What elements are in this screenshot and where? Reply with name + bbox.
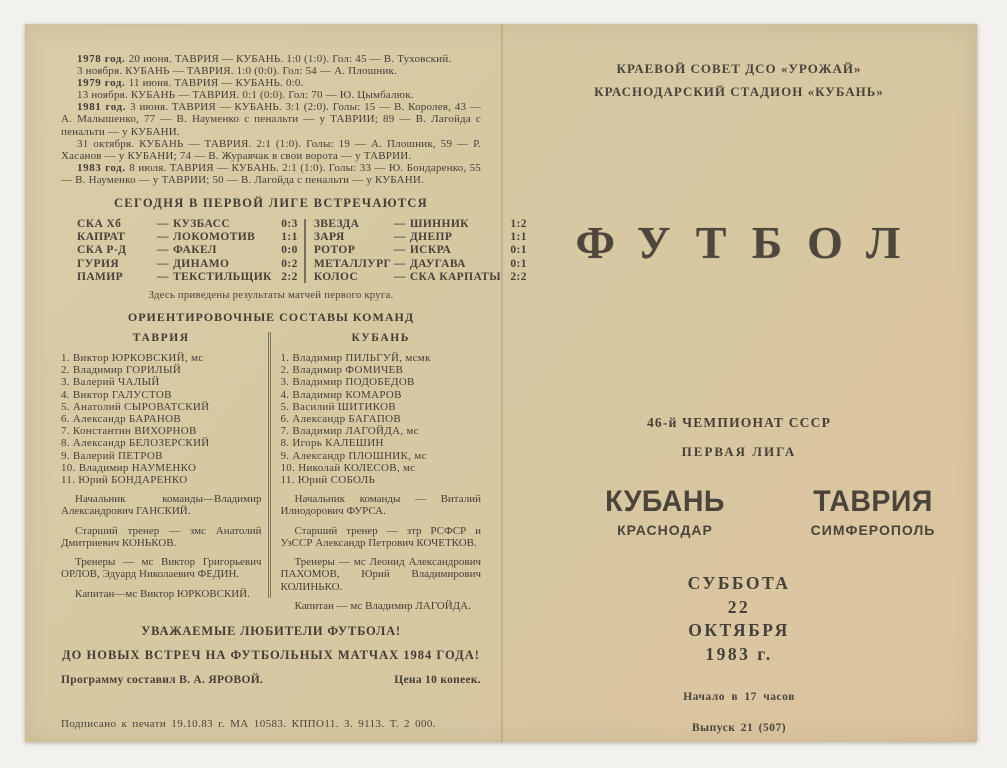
away-team: ЛОКОМОТИВ	[173, 231, 256, 244]
match-row	[77, 218, 298, 231]
home-team: РОТОР	[313, 244, 356, 257]
kuban-column	[281, 330, 482, 612]
away-team: ДНЕПР	[409, 231, 453, 244]
away-team: ШИННИК	[409, 218, 469, 231]
today-matches-left-column	[77, 218, 298, 284]
player-row: 5. Анатолий СЫРОВАТСКИЙ	[61, 400, 210, 413]
player-row: 8. Игорь КАЛЕШИН	[280, 437, 384, 450]
away-team-block	[769, 485, 977, 538]
away-team: ТЕКСТИЛЬЩИК	[173, 270, 272, 283]
player-row: 9. Александр ПЛОШНИК, мс	[280, 449, 427, 462]
history-text: 3 ноября. КУБАНЬ — ТАВРИЯ. 1:0 (0:0). Гол: 54 — А. Плошник.	[77, 65, 398, 78]
player-row: 4. Владимир КОМАРОВ	[280, 388, 402, 401]
vs-dash: —	[393, 244, 406, 257]
history-paragraph	[61, 53, 481, 65]
match-row	[77, 231, 298, 244]
match-score: 2:2	[281, 270, 298, 283]
kuban-staff	[281, 486, 482, 612]
organization-line2: КРАСНОДАРСКИЙ СТАДИОН «КУБАНЬ»	[594, 84, 884, 99]
vs-dash: —	[393, 257, 406, 270]
tavria-column-title: ТАВРИЯ	[132, 332, 190, 345]
vs-dash: —	[393, 218, 406, 231]
history-text: 8 июля. ТАВРИЯ — КУБАНЬ. 2:1 (1:0). Голы: 33 — Ю. Бондаренко, 55 — В. Науменко — у ТАВРИИ; 50 — В. Лагойда с пенальти — у КУБАНИ.	[61, 161, 481, 186]
match-score: 0:2	[281, 257, 298, 270]
home-team: ПАМИР	[77, 270, 124, 283]
history-paragraph	[61, 101, 481, 137]
first-round-note: Здесь приведены результаты матчей первого круга.	[148, 289, 394, 302]
match-row	[314, 244, 527, 257]
program-scan	[25, 24, 977, 742]
today-matches-header: СЕГОДНЯ В ПЕРВОЙ ЛИГЕ ВСТРЕЧАЮТСЯ	[113, 196, 429, 211]
vs-dash: —	[393, 270, 406, 283]
teams-row	[501, 485, 977, 538]
match-score: 1:1	[281, 231, 298, 244]
column-divider	[268, 332, 271, 598]
history-paragraph	[61, 89, 481, 101]
player-row: 9. Валерий ПЕТРОВ	[61, 449, 163, 462]
vs-dash: —	[157, 244, 169, 257]
match-row	[77, 271, 298, 284]
away-team-city: СИМФЕРОПОЛЬ	[810, 522, 936, 538]
column-divider	[304, 219, 306, 283]
staff-paragraph: Капитан—мс Виктор ЮРКОВСКИЙ.	[75, 587, 250, 600]
cover-page	[501, 24, 977, 742]
history-year: 1979 год.	[77, 77, 129, 90]
away-team: ДАУГАВА	[409, 257, 466, 270]
date-day: 22	[727, 596, 751, 617]
championship-line: 46-й ЧЕМПИОНАТ СССР	[646, 415, 832, 430]
match-row	[77, 244, 298, 257]
today-matches-table	[61, 218, 527, 284]
away-team: КУЗБАСС	[173, 218, 231, 231]
home-team-name: КУБАНЬ	[605, 485, 725, 518]
staff-paragraph: Начальник команды—Владимир Александрович ГАНСКИЙ.	[61, 493, 262, 518]
credits-row	[61, 674, 481, 686]
home-team: СКА Р-Д	[77, 244, 127, 257]
match-row	[314, 218, 527, 231]
cover-title: ФУТБОЛ	[575, 217, 926, 268]
history-text: 20 июня. ТАВРИЯ — КУБАНЬ. 1:0 (1:0). Гол: 45 — В. Туховский.	[128, 53, 452, 65]
player-row: 5. Василий ШИТИКОВ	[280, 400, 396, 413]
player-row: 6. Александр БАГАПОВ	[280, 413, 401, 426]
today-matches-right-column	[314, 218, 527, 284]
price: Цена 10 копеек.	[394, 673, 481, 686]
match-row	[77, 258, 298, 271]
organization-line1: КРАЕВОЙ СОВЕТ ДСО «УРОЖАЙ»	[616, 61, 862, 76]
match-score: 1:2	[510, 218, 527, 231]
player-row: 4. Виктор ГАЛУСТОВ	[61, 388, 172, 401]
player-row: 8. Александр БЕЛОЗЕРСКИЙ	[61, 437, 210, 450]
history-section	[61, 53, 481, 186]
tavria-staff	[61, 486, 262, 599]
match-row	[314, 231, 527, 244]
player-row: 7. Константин ВИХОРНОВ	[61, 425, 197, 438]
staff-paragraph: Тренеры — мс Леонид Александрович ПАХОМОВ, Юрий Владимирович КОЛИНЬКО.	[280, 556, 481, 593]
player-row: 1. Виктор ЮРКОВСКИЙ, мс	[61, 352, 204, 365]
player-row: 1. Владимир ПИЛЬГУЙ, мсмк	[280, 352, 431, 365]
match-row	[314, 271, 527, 284]
player-row: 7. Владимир ЛАГОЙДА, мс	[280, 425, 419, 438]
home-team: КОЛОС	[313, 270, 359, 283]
staff-paragraph: Тренеры — мс Виктор Григорьевич ОРЛОВ, Эдуард Николаевич ФЕДИН.	[61, 556, 262, 581]
tavria-column	[61, 330, 262, 612]
history-paragraph	[61, 162, 481, 186]
history-text: 3 июня. ТАВРИЯ — КУБАНЬ. 3:1 (2:0). Голы: 15 — В. Королев, 43 — А. Малышенко, 77 — В. Науменко с пенальти — у ТАВРИИ; 89 — В. Лагойда с пенальти — у КУБАНИ.	[61, 101, 482, 138]
compiled-by: Программу составил В. А. ЯРОВОЙ.	[61, 673, 264, 686]
match-row	[314, 258, 527, 271]
fans-appeal-line1: УВАЖАЕМЫЕ ЛЮБИТЕЛИ ФУТБОЛА!	[141, 623, 401, 638]
player-row: 10. Владимир НАУМЕНКО	[61, 461, 197, 474]
vs-dash: —	[157, 218, 169, 231]
home-team: СКА Хб	[77, 218, 122, 231]
player-row: 11. Юрий БОНДАРЕНКО	[61, 474, 188, 487]
match-score: 0:3	[281, 218, 298, 231]
away-team: ФАКЕЛ	[173, 244, 217, 257]
history-year: 1983 год.	[77, 161, 130, 174]
fans-appeal-line2: ДО НОВЫХ ВСТРЕЧ НА ФУТБОЛЬНЫХ МАТЧАХ 1984 ГОДА!	[62, 647, 480, 662]
home-team: МЕТАЛЛУРГ	[313, 257, 392, 270]
away-team: СКА КАРПАТЫ	[409, 270, 501, 283]
vs-dash: —	[157, 257, 169, 270]
player-row: 3. Валерий ЧАЛЫЙ	[61, 376, 160, 389]
match-score: 0:1	[510, 244, 527, 257]
player-row: 2. Владимир ФОМИЧЕВ	[280, 364, 404, 377]
away-team: ДИНАМО	[173, 257, 230, 270]
home-team-block	[561, 485, 769, 538]
home-team-city: КРАСНОДАР	[617, 522, 713, 538]
player-row: 2. Владимир ГОРИЛЫЙ	[61, 364, 182, 377]
lineups-header: ОРИЕНТИРОВОЧНЫЕ СОСТАВЫ КОМАНД	[127, 310, 415, 325]
away-team-name: ТАВРИЯ	[813, 485, 933, 518]
match-score: 1:1	[510, 231, 527, 244]
date-weekday: СУББОТА	[687, 573, 791, 593]
vs-dash: —	[157, 231, 169, 244]
date-year: 1983 г.	[705, 643, 773, 664]
home-team: КАПРАТ	[77, 231, 126, 244]
date-month: ОКТЯБРЯ	[688, 620, 790, 640]
staff-paragraph: Старший тренер — змс Анатолий Дмитриевич КОНЬКОВ.	[61, 524, 262, 549]
kuban-column-title: КУБАНЬ	[351, 332, 410, 345]
player-row: 3. Владимир ПОДОБЕДОВ	[280, 376, 415, 389]
history-paragraph	[61, 77, 481, 89]
left-page	[25, 24, 527, 742]
vs-dash: —	[393, 231, 406, 244]
history-paragraph	[61, 138, 481, 162]
player-row: 11. Юрий СОБОЛЬ	[280, 474, 376, 487]
staff-paragraph: Капитан — мс Владимир ЛАГОЙДА.	[294, 599, 471, 612]
kuban-players	[281, 352, 482, 486]
history-paragraph	[61, 65, 481, 77]
staff-paragraph: Начальник команды — Виталий Илиодорович ФУРСА.	[280, 493, 481, 518]
history-text: 13 ноября. КУБАНЬ — ТАВРИЯ. 0:1 (0:0). Гол: 70 — Ю. Цымбалюк.	[77, 89, 414, 102]
away-team: ИСКРА	[409, 244, 452, 257]
player-row: 10. Николай КОЛЕСОВ, мс	[280, 461, 416, 474]
history-year: 1981 год.	[77, 101, 131, 114]
history-text: 11 июня. ТАВРИЯ — КУБАНЬ. 0:0.	[128, 77, 304, 90]
issue-number: Выпуск 21 (507)	[691, 722, 787, 734]
player-row: 6. Александр БАРАНОВ	[61, 413, 182, 426]
lineups-section	[61, 330, 481, 612]
home-team: ЗВЕЗДА	[313, 218, 360, 231]
home-team: ЗАРЯ	[313, 231, 345, 244]
staff-paragraph: Старший тренер — зтр РСФСР и УзССР Александр Петрович КОЧЕТКОВ.	[280, 524, 481, 549]
match-date	[501, 572, 977, 666]
print-imprint: Подписано к печати 19.10.83 г. МА 10583. КППО11. З. 9113. Т. 2 000.	[61, 718, 436, 730]
match-score: 0:0	[281, 244, 298, 257]
history-year: 1978 год.	[77, 53, 129, 65]
league-line: ПЕРВАЯ ЛИГА	[681, 444, 797, 459]
tavria-players	[61, 352, 262, 486]
kickoff-time: Начало в 17 часов	[683, 691, 795, 703]
match-score: 2:2	[510, 270, 527, 283]
vs-dash: —	[157, 270, 169, 283]
history-text: 31 октября. КУБАНЬ — ТАВРИЯ. 2:1 (1:0). Голы: 19 — А. Плошник, 59 — Р. Хасанов — у КУБАНИ; 74 — В. Журавчак в свои ворота — у ТАВРИИ.	[61, 137, 481, 162]
match-score: 0:1	[510, 257, 527, 270]
home-team: ГУРИЯ	[77, 257, 120, 270]
